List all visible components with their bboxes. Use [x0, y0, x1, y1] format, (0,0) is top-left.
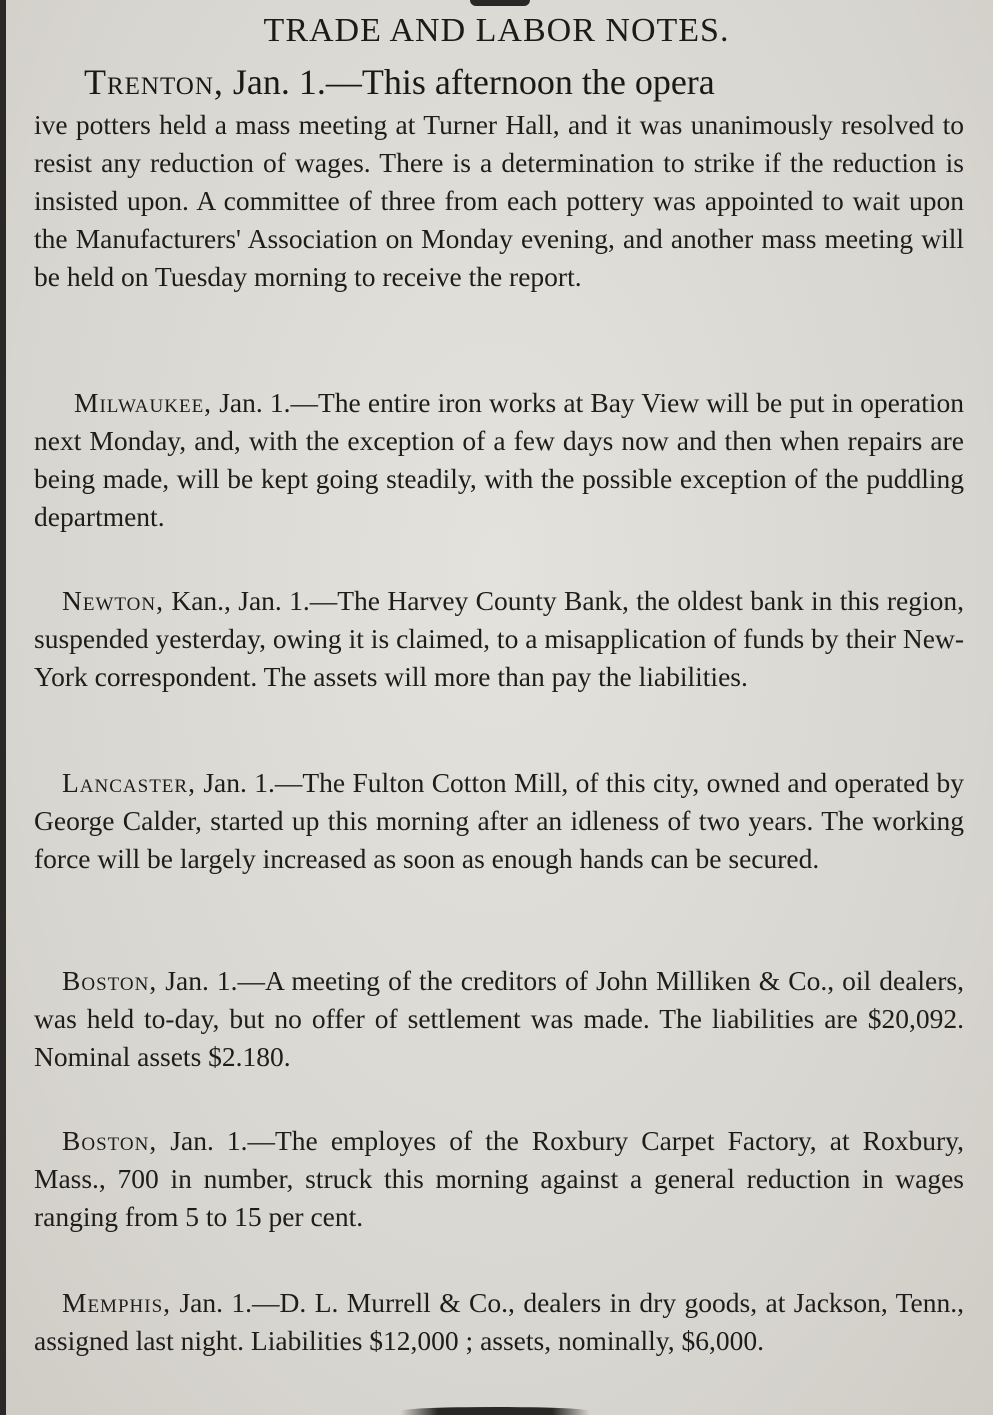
column-rule-left	[0, 0, 6, 1415]
article-text: Jan. 1.—The employes of the Roxbury Carpet Factory, at Roxbury, Mass., 700 in number, struck this morning against a general reduction in wages ranging from 5 to 15 per cent.	[34, 1125, 964, 1232]
article-newton	[34, 582, 964, 696]
article-boston-milliken	[34, 962, 964, 1076]
article-text: Jan. 1.—D. L. Murrell & Co., dealers in dry goods, at Jackson, Tenn., assigned last night. Liabilities $12,000 ; assets, nominally, $6,000.	[34, 1287, 964, 1356]
article-text: Jan. 1.—The entire iron works at Bay View will be put in operation next Monday, and, with the exception of a few days now and then when repairs are being made, will be kept going steadily, with the possible exception of the puddling department.	[34, 387, 964, 532]
article-boston-roxbury	[34, 1122, 964, 1236]
lead-text: Jan. 1.—This afternoon the opera	[223, 62, 715, 102]
article-milwaukee	[34, 384, 964, 536]
article-trenton-body	[34, 106, 964, 296]
article-dateline: Memphis,	[62, 1287, 172, 1318]
lead-line	[84, 62, 964, 102]
article-dateline: Boston,	[62, 965, 158, 996]
article-text: Kan., Jan. 1.—The Harvey County Bank, the oldest bank in this region, suspended yesterday, owing it is claimed, to a misapplication of funds by their New-York correspondent. The assets will more than pay the liabilities.	[34, 585, 964, 692]
article-dateline: Newton,	[62, 585, 164, 616]
lead-dateline: Trenton,	[84, 62, 224, 102]
bottom-ornament	[400, 1407, 590, 1415]
article-text: ive potters held a mass meeting at Turner Hall, and it was unanimously resolved to resist any reduction of wages. There is a determination to strike if the reduction is insisted upon. A committee of three from each pottery was appointed to wait upon the Manufacturers' Association on Monday evening, and another mass meeting will be held on Tuesday morning to receive the report.	[34, 109, 964, 292]
article-lancaster	[34, 764, 964, 878]
article-memphis	[34, 1284, 964, 1360]
article-dateline: Milwaukee,	[74, 387, 213, 418]
top-ornament	[470, 0, 530, 6]
headline: TRADE AND LABOR NOTES.	[263, 12, 730, 49]
article-text: Jan. 1.—The Fulton Cotton Mill, of this city, owned and operated by George Calder, started up this morning after an idleness of two years. The working force will be largely increased as soon as enough hands can be secured.	[34, 767, 964, 874]
article-dateline: Boston,	[62, 1125, 158, 1156]
article-text: Jan. 1.—A meeting of the creditors of John Milliken & Co., oil dealers, was held to-day, but no offer of settlement was made. The liabilities are $20,092. Nominal assets $2.180.	[34, 965, 964, 1072]
article-dateline: Lancaster,	[62, 767, 196, 798]
